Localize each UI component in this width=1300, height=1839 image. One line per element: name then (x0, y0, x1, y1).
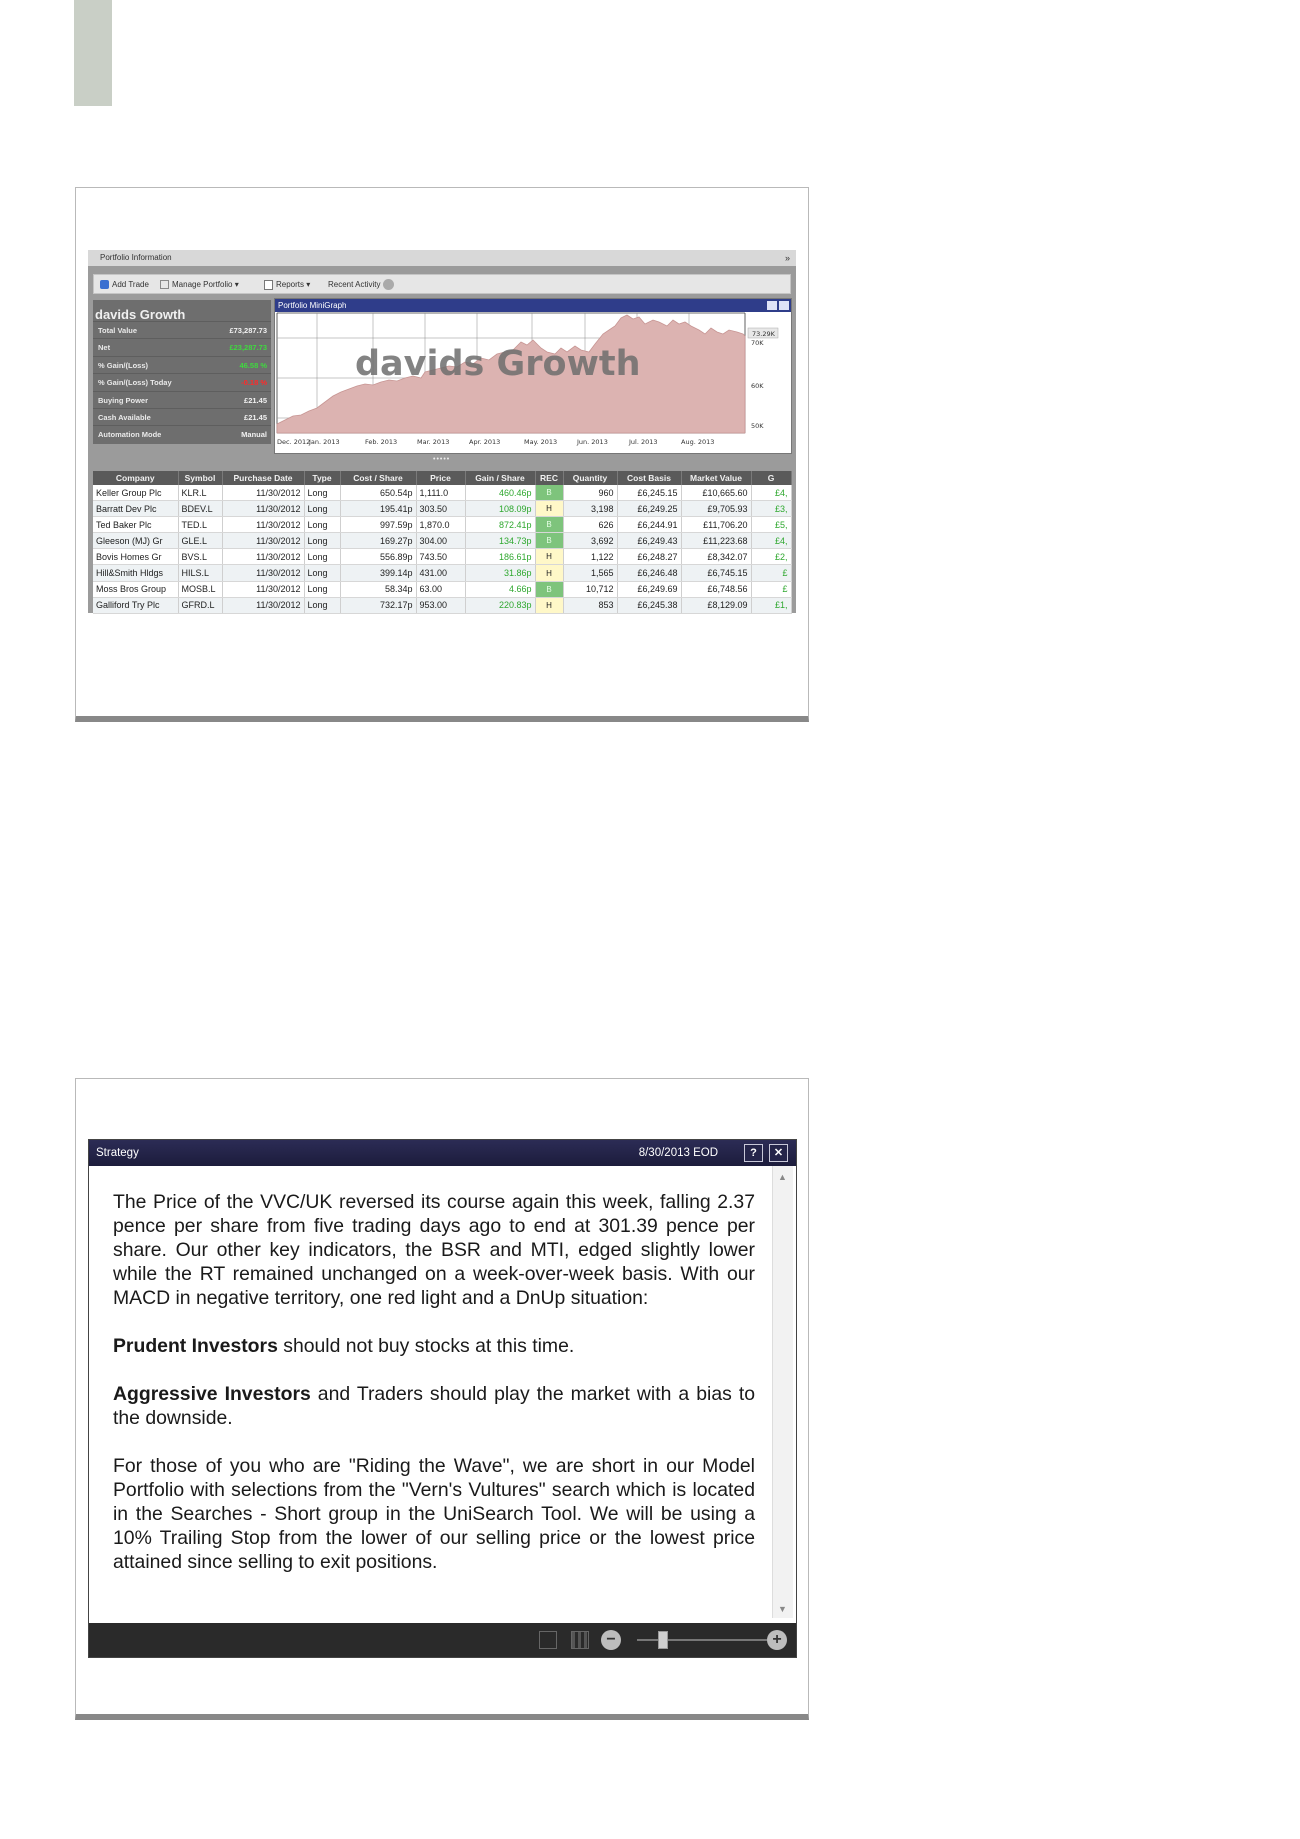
cell-mv: £11,706.20 (681, 517, 751, 533)
activity-icon (383, 279, 394, 290)
current-value-tag: 73.29K (752, 330, 775, 338)
strategy-paragraph (113, 1334, 755, 1358)
cell-qty: 626 (563, 517, 617, 533)
strategy-footer (89, 1623, 796, 1657)
strategy-screenshot-frame (75, 1078, 809, 1720)
cell-type: Long (304, 549, 340, 565)
aggressive-investors-label: Aggressive Investors (113, 1383, 311, 1405)
cell-mv: £8,129.09 (681, 597, 751, 613)
cell-qty: 960 (563, 485, 617, 501)
cell-cost: 997.59p (340, 517, 416, 533)
cell-basis: £6,245.38 (617, 597, 681, 613)
cell-symbol: GFRD.L (178, 597, 222, 613)
cell-type: Long (304, 581, 340, 597)
portfolio-summary (93, 300, 271, 444)
summary-value: 46.58 % (239, 360, 267, 370)
cell-symbol: HILS.L (178, 565, 222, 581)
column-header[interactable]: Purchase Date (222, 471, 304, 485)
cell-type: Long (304, 485, 340, 501)
y-label: 60K (751, 382, 764, 390)
column-header[interactable]: Cost / Share (340, 471, 416, 485)
cell-symbol: BDEV.L (178, 501, 222, 517)
cell-basis: £6,249.43 (617, 533, 681, 549)
cell-rec: H (535, 565, 563, 581)
cell-gain: 872.41p (465, 517, 535, 533)
summary-row-automation-mode (93, 425, 271, 442)
cell-price: 63.00 (416, 581, 465, 597)
cell-date: 11/30/2012 (222, 485, 304, 501)
recent-activity-label: Recent Activity (328, 280, 381, 289)
cell-company: Barratt Dev Plc (93, 501, 178, 517)
plus-icon (100, 280, 109, 289)
table-row[interactable] (93, 501, 791, 517)
cell-rec: H (535, 597, 563, 613)
portfolio-name: davids Growth (95, 307, 186, 322)
summary-label: Buying Power (98, 395, 149, 405)
cell-mv: £8,342.07 (681, 549, 751, 565)
aggressive-advice: and Traders should play the market with a bias to the downside. (113, 1383, 755, 1429)
cell-price: 431.00 (416, 565, 465, 581)
cell-date: 11/30/2012 (222, 597, 304, 613)
cell-qty: 3,198 (563, 501, 617, 517)
minigraph-title: Portfolio MiniGraph (278, 301, 347, 310)
column-header[interactable]: Cost Basis (617, 471, 681, 485)
strategy-paragraph: For those of you who are "Riding the Wave", we are short in our Model Portfolio with selections from the "Vern's Vultures" search which is located in the Searches - Short group in the UniSearch Tool. We will be using a 10% Trailing Stop from the lower of our selling price or the lowest price attained since selling to exit positions. (113, 1455, 755, 1573)
portfolio-minigraph (274, 298, 792, 454)
splitter-handle[interactable]: ••••• (433, 456, 451, 463)
x-label: Jul. 2013 (629, 438, 658, 446)
cell-gain: 186.61p (465, 549, 535, 565)
cell-company: Keller Group Plc (93, 485, 178, 501)
cell-basis: £6,248.27 (617, 549, 681, 565)
portfolio-window (88, 250, 796, 613)
cell-cost: 169.27p (340, 533, 416, 549)
zoom-slider-track[interactable] (637, 1639, 767, 1641)
strategy-title: Strategy (96, 1147, 139, 1159)
column-header[interactable]: G (751, 471, 791, 485)
cell-gain: 4.66p (465, 581, 535, 597)
cell-company: Hill&Smith Hldgs (93, 565, 178, 581)
collapse-icon[interactable]: » (784, 253, 790, 263)
cell-basis: £6,246.48 (617, 565, 681, 581)
cell-rec: B (535, 533, 563, 549)
summary-value: Manual (241, 430, 267, 440)
cell-company: Ted Baker Plc (93, 517, 178, 533)
summary-label: % Gain/(Loss) Today (98, 378, 172, 388)
holdings-table (93, 471, 792, 614)
table-header-row (93, 471, 791, 485)
cell-g: £4, (751, 485, 791, 501)
table-row[interactable] (93, 485, 791, 501)
portfolio-screenshot-frame (75, 187, 809, 722)
x-label: Aug. 2013 (681, 438, 715, 446)
cell-rec: B (535, 485, 563, 501)
cell-type: Long (304, 533, 340, 549)
scroll-down-icon[interactable]: ▼ (778, 1604, 787, 1614)
y-label: 50K (751, 422, 764, 430)
table-row[interactable] (93, 565, 791, 581)
cell-type: Long (304, 501, 340, 517)
cell-g: £4, (751, 533, 791, 549)
cell-g: £ (751, 565, 791, 581)
cell-company: Moss Bros Group (93, 581, 178, 597)
help-button[interactable]: ? (744, 1144, 763, 1162)
cell-type: Long (304, 517, 340, 533)
cell-qty: 1,122 (563, 549, 617, 565)
cell-price: 1,111.0 (416, 485, 465, 501)
column-header[interactable]: Type (304, 471, 340, 485)
cell-cost: 399.14p (340, 565, 416, 581)
table-row[interactable] (93, 517, 791, 533)
cell-basis: £6,245.15 (617, 485, 681, 501)
add-trade-button[interactable] (100, 275, 149, 295)
cell-mv: £6,745.15 (681, 565, 751, 581)
column-header[interactable]: Price (416, 471, 465, 485)
summary-value: £73,287.73 (229, 326, 267, 335)
strategy-window (88, 1139, 797, 1658)
portfolio-window-title (88, 250, 796, 266)
summary-row-cash-available (93, 408, 271, 425)
minigraph-plot (275, 312, 789, 452)
summary-value: -0.18 % (241, 378, 267, 388)
cell-mv: £10,665.60 (681, 485, 751, 501)
cell-g: £2, (751, 549, 791, 565)
summary-label: Automation Mode (98, 430, 162, 440)
portfolio-toolbar (93, 274, 791, 294)
prudent-advice: should not buy stocks at this time. (277, 1335, 575, 1357)
summary-value: £21.45 (244, 412, 267, 422)
cell-mv: £9,705.93 (681, 501, 751, 517)
cell-cost: 556.89p (340, 549, 416, 565)
scroll-up-icon[interactable]: ▲ (778, 1172, 787, 1182)
cell-date: 11/30/2012 (222, 549, 304, 565)
summary-label: % Gain/(Loss) (98, 360, 149, 370)
grid-view-icon[interactable] (571, 1631, 589, 1649)
zoom-slider-thumb[interactable] (658, 1631, 668, 1649)
cell-type: Long (304, 597, 340, 613)
x-label: May. 2013 (524, 438, 558, 446)
cell-cost: 732.17p (340, 597, 416, 613)
cell-cost: 58.34p (340, 581, 416, 597)
column-header[interactable]: Quantity (563, 471, 617, 485)
column-header[interactable]: Gain / Share (465, 471, 535, 485)
prudent-investors-label: Prudent Investors (113, 1335, 278, 1357)
strategy-date: 8/30/2013 EOD (638, 1147, 718, 1159)
table-row[interactable] (93, 581, 791, 597)
cell-symbol: GLE.L (178, 533, 222, 549)
x-label: Apr. 2013 (469, 438, 501, 446)
cell-gain: 31.86p (465, 565, 535, 581)
reports-button[interactable]: Reports ▾ (264, 275, 310, 295)
summary-label: Net (98, 343, 111, 353)
summary-row-net (93, 338, 271, 355)
strategy-paragraph (113, 1382, 755, 1430)
close-button[interactable]: ✕ (769, 1144, 788, 1162)
manage-portfolio-label: Manage Portfolio (172, 280, 233, 289)
strategy-text (113, 1190, 755, 1598)
cell-price: 303.50 (416, 501, 465, 517)
cell-price: 743.50 (416, 549, 465, 565)
graph-watermark: davids Growth (355, 344, 641, 384)
summary-row-gain-loss-today (93, 373, 271, 390)
cell-gain: 108.09p (465, 501, 535, 517)
cell-g: £1, (751, 597, 791, 613)
cell-g: £ (751, 581, 791, 597)
strategy-paragraph: The Price of the VVC/UK reversed its course again this week, falling 2.37 pence per share from five trading days ago to end at 301.39 pence per share. Our other key indicators, the BSR and MTI, edged slightly lower while the RT remained unchanged on a week-over-week basis. With our MACD in negative territory, one red light and a DnUp situation: (113, 1191, 755, 1309)
x-label: Jun. 2013 (577, 438, 608, 446)
summary-label: Cash Available (98, 412, 151, 422)
table-row[interactable] (93, 549, 791, 565)
cell-gain: 460.46p (465, 485, 535, 501)
reports-label: Reports (276, 280, 305, 289)
cell-qty: 10,712 (563, 581, 617, 597)
vertical-scrollbar[interactable] (772, 1166, 793, 1618)
single-page-view-icon[interactable] (539, 1631, 557, 1649)
table-row[interactable] (93, 533, 791, 549)
cell-date: 11/30/2012 (222, 581, 304, 597)
cell-g: £5, (751, 517, 791, 533)
x-label: Feb. 2013 (365, 438, 398, 446)
cell-price: 1,870.0 (416, 517, 465, 533)
cell-qty: 853 (563, 597, 617, 613)
cell-gain: 220.83p (465, 597, 535, 613)
y-label: 70K (751, 339, 764, 347)
cell-company: Galliford Try Plc (93, 597, 178, 613)
page-tab-marker (74, 0, 112, 106)
cell-qty: 3,692 (563, 533, 617, 549)
cell-qty: 1,565 (563, 565, 617, 581)
cell-basis: £6,249.25 (617, 501, 681, 517)
cell-date: 11/30/2012 (222, 565, 304, 581)
column-header[interactable]: REC (535, 471, 563, 485)
column-header[interactable]: Company (93, 471, 178, 485)
cell-mv: £11,223.68 (681, 533, 751, 549)
minigraph-header (275, 299, 791, 312)
zoom-out-button[interactable]: − (601, 1630, 621, 1650)
add-trade-label: Add Trade (112, 280, 149, 289)
strategy-header (89, 1140, 796, 1166)
cell-date: 11/30/2012 (222, 517, 304, 533)
column-header[interactable]: Symbol (178, 471, 222, 485)
cell-rec: H (535, 549, 563, 565)
cell-basis: £6,244.91 (617, 517, 681, 533)
portfolio-icon (160, 280, 169, 289)
cell-rec: B (535, 581, 563, 597)
summary-row-gain-loss (93, 356, 271, 373)
cell-gain: 134.73p (465, 533, 535, 549)
cell-rec: B (535, 517, 563, 533)
x-label: Mar. 2013 (417, 438, 450, 446)
cell-date: 11/30/2012 (222, 501, 304, 517)
expand-icon[interactable] (779, 301, 789, 310)
column-header[interactable]: Market Value (681, 471, 751, 485)
cell-type: Long (304, 565, 340, 581)
cell-basis: £6,249.69 (617, 581, 681, 597)
cell-company: Gleeson (MJ) Gr (93, 533, 178, 549)
summary-row-total-value (93, 321, 271, 338)
cell-cost: 650.54p (340, 485, 416, 501)
summary-label: Total Value (98, 326, 138, 335)
cell-mv: £6,748.56 (681, 581, 751, 597)
cell-company: Bovis Homes Gr (93, 549, 178, 565)
zoom-in-button[interactable]: + (767, 1630, 787, 1650)
cell-rec: H (535, 501, 563, 517)
cell-symbol: TED.L (178, 517, 222, 533)
cell-price: 953.00 (416, 597, 465, 613)
zoom-icon[interactable] (767, 301, 777, 310)
cell-g: £3, (751, 501, 791, 517)
cell-symbol: KLR.L (178, 485, 222, 501)
recent-activity-button[interactable] (328, 275, 397, 295)
cell-symbol: MOSB.L (178, 581, 222, 597)
cell-date: 11/30/2012 (222, 533, 304, 549)
cell-symbol: BVS.L (178, 549, 222, 565)
x-label: Dec. 2012 (277, 438, 311, 446)
cell-cost: 195.41p (340, 501, 416, 517)
report-icon (264, 280, 273, 290)
x-label: Jan. 2013 (309, 438, 340, 446)
portfolio-title-text: Portfolio Information (100, 253, 172, 262)
cell-price: 304.00 (416, 533, 465, 549)
manage-portfolio-button[interactable]: Manage Portfolio ▾ (160, 275, 239, 295)
table-row[interactable] (93, 597, 791, 613)
summary-value: £21.45 (244, 395, 267, 405)
summary-row-buying-power (93, 391, 271, 408)
summary-value: £23,287.73 (229, 343, 267, 353)
